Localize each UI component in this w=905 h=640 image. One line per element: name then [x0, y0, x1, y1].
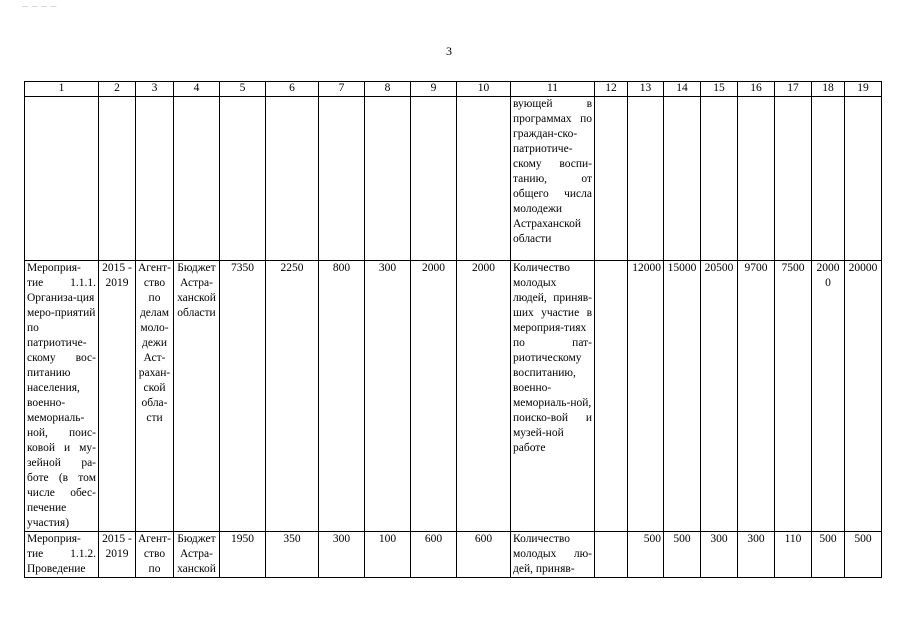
funding-source-cell: Бюджет Астра-ханской [174, 532, 220, 578]
table-row [25, 97, 882, 261]
value-cell [775, 97, 812, 261]
column-header: 7 [319, 82, 365, 97]
value-cell: 1950 [220, 532, 266, 578]
value-cell: 600 [457, 532, 511, 578]
value-cell: 12000 [628, 261, 664, 532]
value-cell: 20000 [845, 261, 882, 532]
value-cell: 20500 [701, 261, 738, 532]
value-cell [738, 97, 775, 261]
column-header: 15 [701, 82, 738, 97]
column-header: 8 [365, 82, 411, 97]
value-cell: 2000 [457, 261, 511, 532]
indicator-cell: вующей в программах по граждан-ско-патриотиче-скому воспи-танию, от общего числа молодежи Астраханской области [511, 97, 595, 261]
header-row [25, 82, 882, 97]
value-cell: 350 [266, 532, 319, 578]
value-cell: 500 [812, 532, 845, 578]
value-cell [812, 97, 845, 261]
budget-table [24, 81, 882, 578]
column-header: 9 [411, 82, 457, 97]
value-cell [319, 97, 365, 261]
column-header: 11 [511, 82, 595, 97]
table-row [25, 532, 882, 578]
value-cell: 800 [319, 261, 365, 532]
value-cell: 500 [664, 532, 701, 578]
value-cell: 15000 [664, 261, 701, 532]
value-cell: 2000 [411, 261, 457, 532]
column-header: 5 [220, 82, 266, 97]
scan-artifact: — — — — [22, 4, 58, 10]
column-header: 18 [812, 82, 845, 97]
column-header: 2 [99, 82, 136, 97]
executor-cell: Агент-ство по делам моло-дежи Аст-рахан-ской обла-сти [136, 261, 174, 532]
value-cell [266, 97, 319, 261]
column-header: 14 [664, 82, 701, 97]
period-cell: 2015 - 2019 [99, 532, 136, 578]
value-cell: 500 [628, 532, 664, 578]
indicator-cell: Количество молодых людей, приняв-ших участие в мероприя-тиях по пат-риотическому воспитанию, военно-мемориаль-ной, поиско-вой и музей-ной работе [511, 261, 595, 532]
value-cell [595, 261, 628, 532]
period-cell [99, 97, 136, 261]
value-cell: 300 [319, 532, 365, 578]
executor-cell: Агент-ство по [136, 532, 174, 578]
period-cell: 2015 - 2019 [99, 261, 136, 532]
column-header: 4 [174, 82, 220, 97]
value-cell: 2250 [266, 261, 319, 532]
page-number: 3 [446, 44, 452, 58]
value-cell: 300 [365, 261, 411, 532]
value-cell [457, 97, 511, 261]
value-cell: 600 [411, 532, 457, 578]
column-header: 17 [775, 82, 812, 97]
value-cell: 500 [845, 532, 882, 578]
funding-source-cell: Бюджет Астра-ханской области [174, 261, 220, 532]
value-cell: 300 [701, 532, 738, 578]
value-cell [365, 97, 411, 261]
activity-cell [25, 97, 99, 261]
column-header: 12 [595, 82, 628, 97]
activity-cell: Мероприя-тие 1.1.1. Организа-ция меро-приятий по патриотиче-скому вос-питанию населения, военно-мемориаль-ной, поис-ковой и му-зейной ра-боте (в том числе обес-печение участия) [25, 261, 99, 532]
value-cell [845, 97, 882, 261]
column-header: 13 [628, 82, 664, 97]
value-cell: 9700 [738, 261, 775, 532]
value-cell: 20000 [812, 261, 845, 532]
value-cell: 7500 [775, 261, 812, 532]
table-row [25, 261, 882, 532]
column-header: 16 [738, 82, 775, 97]
column-header: 1 [25, 82, 99, 97]
column-header: 19 [845, 82, 882, 97]
column-header: 3 [136, 82, 174, 97]
column-header: 6 [266, 82, 319, 97]
value-cell [595, 532, 628, 578]
executor-cell [136, 97, 174, 261]
indicator-cell: Количество молодых лю-дей, приняв- [511, 532, 595, 578]
value-cell: 300 [738, 532, 775, 578]
value-cell [220, 97, 266, 261]
value-cell: 100 [365, 532, 411, 578]
value-cell [628, 97, 664, 261]
value-cell [411, 97, 457, 261]
column-header: 10 [457, 82, 511, 97]
value-cell [664, 97, 701, 261]
value-cell [701, 97, 738, 261]
funding-source-cell [174, 97, 220, 261]
activity-cell: Мероприя-тие 1.1.2. Проведение [25, 532, 99, 578]
value-cell: 7350 [220, 261, 266, 532]
value-cell: 110 [775, 532, 812, 578]
value-cell [595, 97, 628, 261]
